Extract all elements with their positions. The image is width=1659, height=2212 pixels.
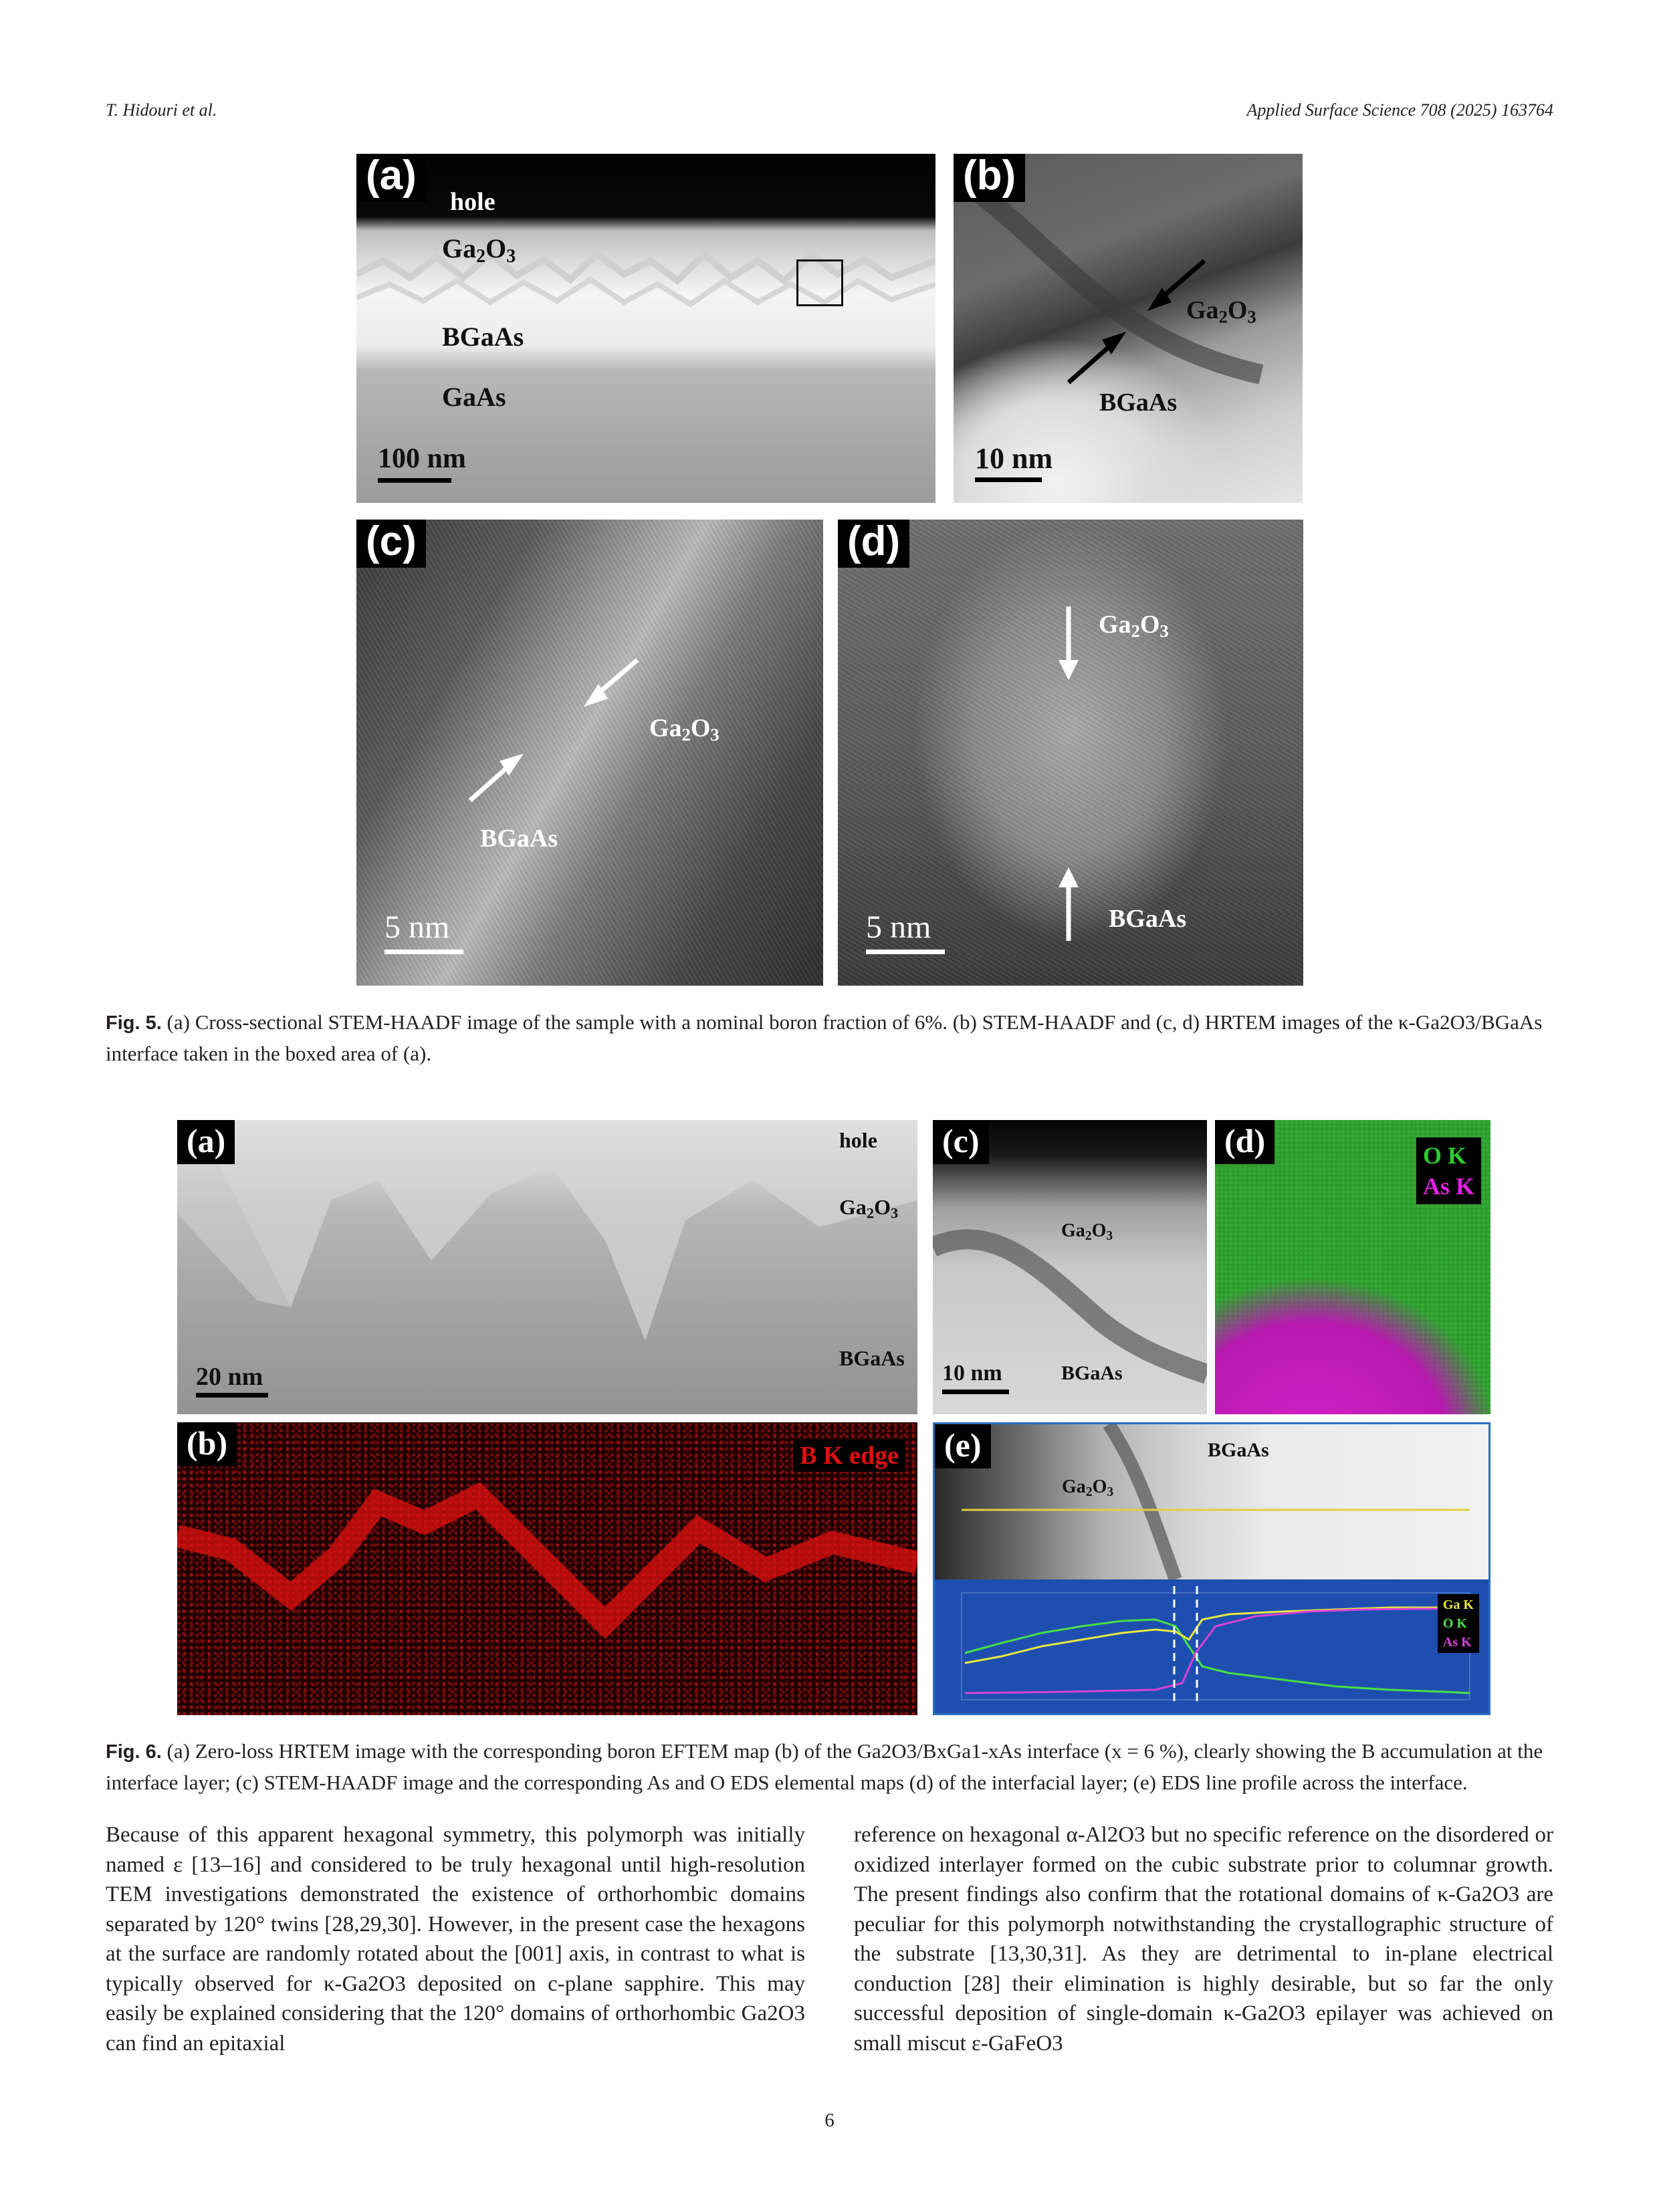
fig5c-bgaas-label: BGaAs xyxy=(480,824,558,853)
fig5a-bgaas-label: BGaAs xyxy=(442,322,524,352)
running-header-authors: T. Hidouri et al. xyxy=(106,100,217,120)
fig5d-bgaas-label: BGaAs xyxy=(1109,905,1187,933)
fig6d-ok-label: O K xyxy=(1422,1142,1466,1169)
fig6e-bgaas-label: BGaAs xyxy=(1208,1439,1269,1461)
fig5-caption xyxy=(106,1007,1557,1069)
fig6-panel-e xyxy=(933,1422,1490,1715)
fig5a-scalebar xyxy=(378,478,451,483)
fig6c-label: (c) xyxy=(933,1120,989,1164)
fig5c-scalebar-label: 5 nm xyxy=(384,909,450,945)
fig5a-boxed-area xyxy=(796,259,843,306)
fig6e-label: (e) xyxy=(935,1424,991,1468)
fig6c-ga2o3-label: $Ga_2O_3$ xyxy=(1061,1220,1113,1243)
fig5a-gaas-label: GaAs xyxy=(442,382,506,412)
body-column-left: Because of this apparent hexagonal symmetry, this polymorph was initially named ε [13–16] and considered to be truly hexagonal until high-resolution TEM investigations demonstrated the existence of orthorhombic domains separated by 120° twins [28,29,30]. However, in the present case the hexagons at the surface are randomly rotated about the [001] axis, in contrast to what is typically observed for κ-Ga2O3 deposited on c-plane sapphire. This may easily be explained considering that the 120° domains of orthorhombic Ga2O3 can find an epitaxial xyxy=(106,1823,805,2056)
fig5-caption-label: Fig. 5. xyxy=(106,1012,162,1034)
fig6a-grain-shapes xyxy=(177,1120,917,1414)
fig5d-label: (d) xyxy=(838,520,909,568)
fig5d-scalebar xyxy=(866,950,945,954)
fig6e-profile-curves xyxy=(935,1579,1488,1713)
fig5d-scalebar-label: 5 nm xyxy=(866,909,931,945)
fig6a-bgaas-label: BGaAs xyxy=(839,1346,905,1370)
page-number: 6 xyxy=(824,2110,835,2131)
fig5c-label: (c) xyxy=(356,520,426,568)
fig5b-scalebar xyxy=(975,477,1042,482)
fig6e-legend-o: O K xyxy=(1442,1616,1467,1631)
fig6d-ask-label: As K xyxy=(1422,1173,1474,1200)
fig6e-line-profile-chart xyxy=(935,1579,1488,1713)
fig6a-scalebar xyxy=(196,1393,268,1398)
fig6d-legend xyxy=(1416,1137,1481,1204)
fig5b-bgaas-label: BGaAs xyxy=(1099,389,1178,417)
fig5-panel-c xyxy=(356,520,823,986)
fig6e-legend xyxy=(1438,1594,1479,1653)
fig6c-scalebar xyxy=(942,1390,1009,1394)
fig6a-label: (a) xyxy=(177,1120,235,1164)
fig6-panel-a xyxy=(177,1120,917,1414)
fig6a-hole-label: hole xyxy=(839,1128,877,1152)
fig6b-label: (b) xyxy=(177,1422,237,1466)
fig6-panel-b xyxy=(177,1422,917,1715)
fig6a-ga2o3-label: $Ga_2O_3$ xyxy=(839,1195,899,1222)
fig5d-ga2o3-label: $Ga_2O_3$ xyxy=(1099,611,1169,641)
fig6c-scalebar-label: 10 nm xyxy=(942,1361,1002,1386)
fig5-caption-text: (a) Cross-sectional STEM-HAADF image of the sample with a nominal boron fraction of 6%. (b) STEM-HAADF and (c, d) HRTEM images of the κ-Ga2O3/BGaAs interface taken in the boxed area of (a). xyxy=(106,1010,1543,1065)
fig6d-label: (d) xyxy=(1215,1120,1275,1164)
fig6e-legend-ga: Ga K xyxy=(1442,1597,1474,1612)
fig6a-scalebar-label: 20 nm xyxy=(196,1363,263,1391)
fig5b-label: (b) xyxy=(954,154,1025,202)
fig5-panel-d xyxy=(838,520,1303,986)
fig6-panel-c xyxy=(933,1120,1207,1414)
fig5a-ga2o3-label: $Ga_2O_3$ xyxy=(442,233,516,267)
fig6e-image xyxy=(935,1424,1488,1579)
fig5a-hole-label: hole xyxy=(450,188,495,216)
fig6e-legend-as: As K xyxy=(1442,1635,1472,1650)
fig6-caption-label: Fig. 6. xyxy=(106,1741,162,1763)
fig6c-bgaas-label: BGaAs xyxy=(1061,1362,1123,1384)
fig5a-label: (a) xyxy=(356,154,426,202)
running-header-journal: Applied Surface Science 708 (2025) 163764 xyxy=(1246,100,1553,120)
fig5b-ga2o3-label: $Ga_2O_3$ xyxy=(1186,296,1256,327)
fig5c-ga2o3-label: $Ga_2O_3$ xyxy=(649,714,720,745)
fig5a-scalebar-label: 100 nm xyxy=(378,443,466,474)
fig6-caption xyxy=(106,1736,1557,1798)
fig6b-edge-label: B K edge xyxy=(793,1440,905,1472)
fig6-caption-text: (a) Zero-loss HRTEM image with the corresponding boron EFTEM map (b) of the Ga2O3/BxGa1-xAs interface (x = 6 %), clearly showing the B accumulation at the interface layer; (c) STEM-HAADF image and the corresponding As and O EDS elemental maps (d) of the interfacial layer; (e) EDS line profile across the interface. xyxy=(106,1739,1543,1794)
fig5b-scalebar-label: 10 nm xyxy=(975,442,1053,475)
fig6-panel-d xyxy=(1215,1120,1490,1414)
fig5-panel-b xyxy=(954,154,1303,503)
fig5c-scalebar xyxy=(384,950,463,954)
fig6e-ga2o3-label: $Ga_2O_3$ xyxy=(1062,1476,1114,1499)
fig5-panel-a xyxy=(356,154,935,503)
body-column-right: reference on hexagonal α-Al2O3 but no specific reference on the disordered or oxidized interlayer formed on the cubic substrate prior to columnar growth. The present findings also confirm that the rotational domains of κ-Ga2O3 are peculiar for this polymorph notwithstanding the crystallographic structure of the substrate [13,30,31]. As they are detrimental to in-plane electrical conduction [28] their elimination is highly desirable, but so far the only successful deposition of single-domain κ-Ga2O3 epilayer was achieved on small miscut ε-GaFeO3 xyxy=(854,1823,1553,2056)
